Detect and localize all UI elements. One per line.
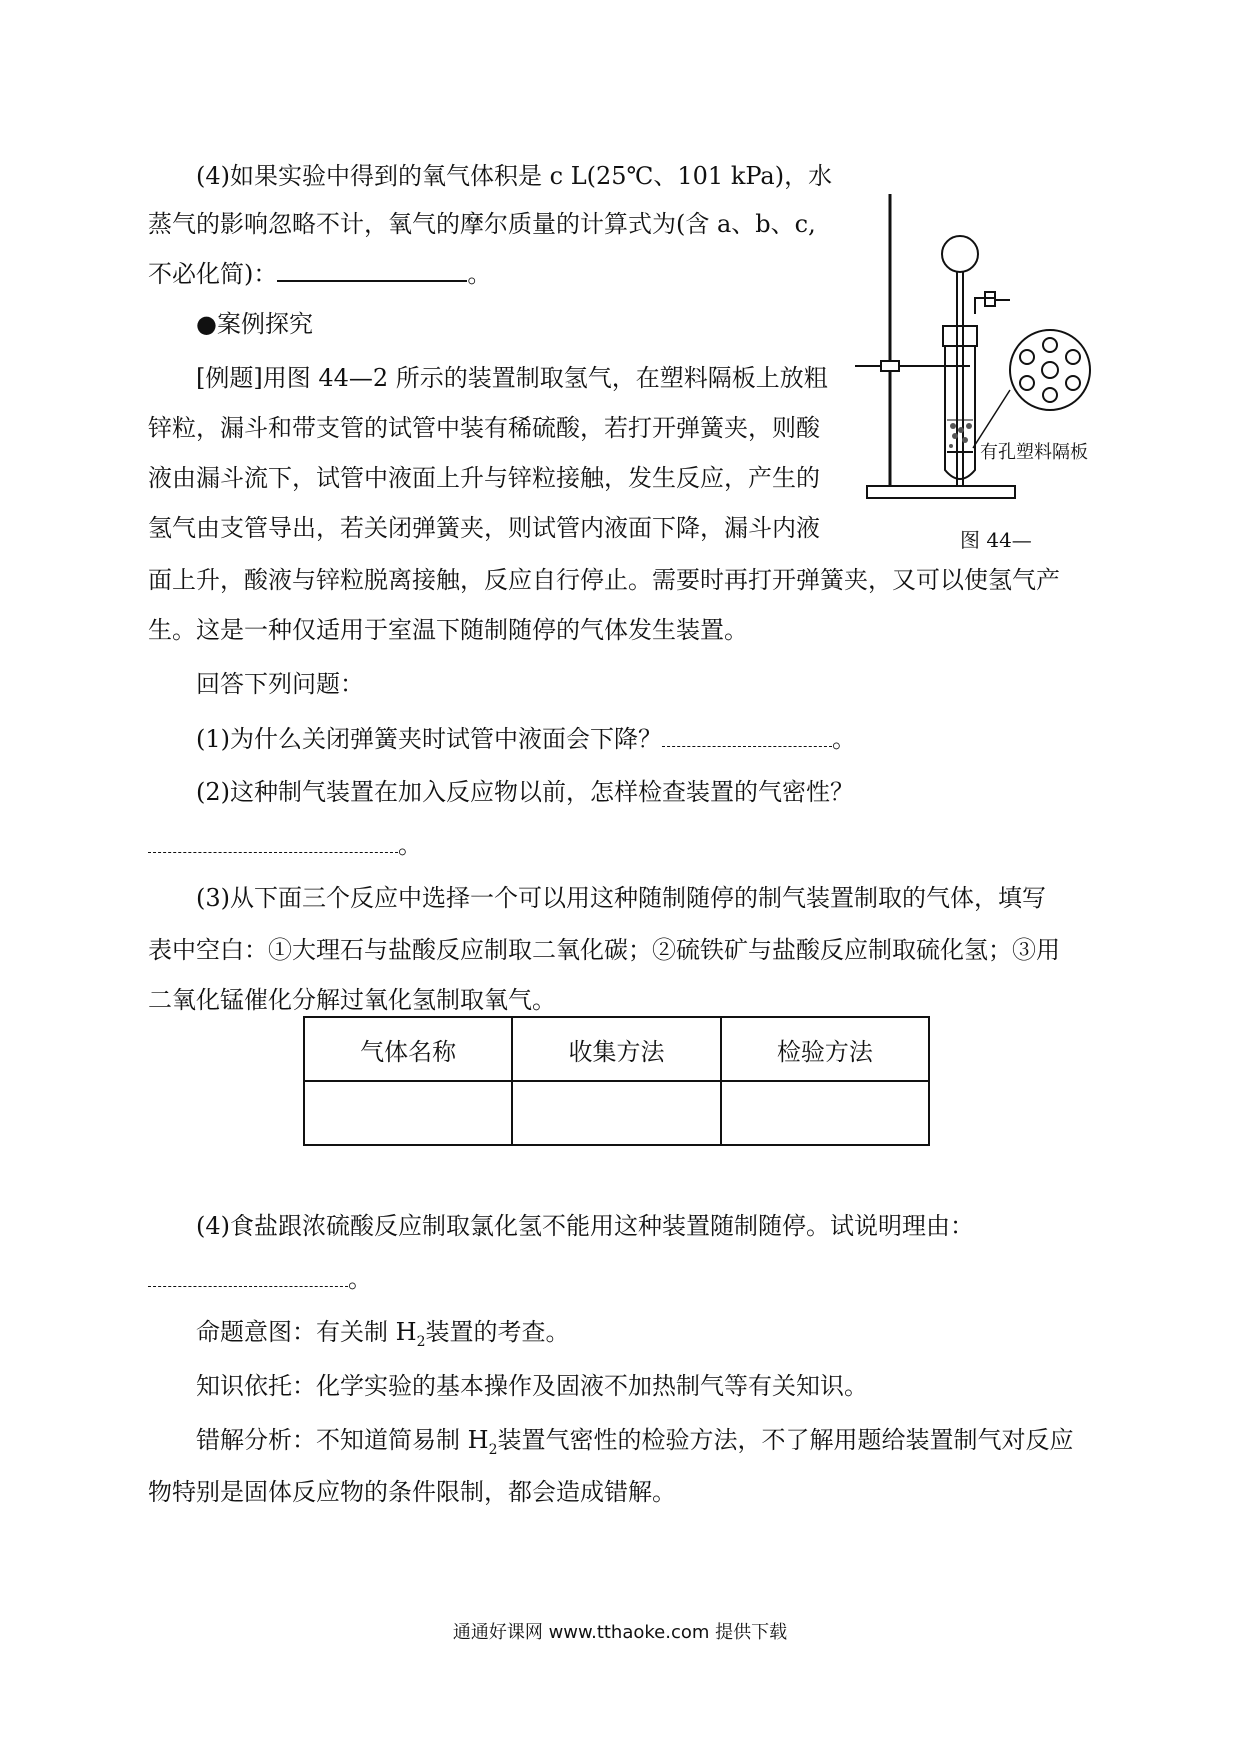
- answer-blank[interactable]: [148, 1262, 348, 1287]
- table-header-test: 检验方法: [721, 1017, 929, 1081]
- q3-line3: 二氧化锰催化分解过氧化氢制取氧气。: [148, 986, 556, 1014]
- figure-caption: 图 44—: [960, 528, 1032, 552]
- answer-prompt: 回答下列问题：: [196, 670, 364, 698]
- answer-blank[interactable]: [148, 828, 398, 853]
- figure-label: 有孔塑料隔板: [980, 442, 1088, 463]
- table-cell-test[interactable]: [721, 1081, 929, 1145]
- footer: 通通好课网 www.tthaoke.com 提供下载: [452, 1622, 788, 1643]
- q2-end: 。: [398, 831, 422, 859]
- q1-text: (1)为什么关闭弹簧夹时试管中液面会下降？: [196, 725, 662, 753]
- example-line5: 面上升，酸液与锌粒脱离接触，反应自行停止。需要时再打开弹簧夹，又可以使氢气产: [148, 566, 1060, 594]
- table-header-collection: 收集方法: [512, 1017, 720, 1081]
- q4-text: (4)食盐跟浓硫酸反应制取氯化氢不能用这种装置随制随停。试说明理由：: [196, 1212, 974, 1240]
- example-line4: 氢气由支管导出，若关闭弹簧夹，则试管内液面下降，漏斗内液: [148, 514, 820, 542]
- example-line2: 锌粒，漏斗和带支管的试管中装有稀硫酸，若打开弹簧夹，则酸: [148, 414, 820, 442]
- knowledge-line: 知识依托：化学实验的基本操作及固液不加热制气等有关知识。: [196, 1372, 868, 1400]
- q4-oxygen-line3-end: 。: [467, 260, 492, 288]
- q4-oxygen-line2: 蒸气的影响忽略不计，氧气的摩尔质量的计算式为(含 a、b、c,: [148, 210, 816, 238]
- q1-line: [196, 722, 856, 755]
- table-cell-gas-name[interactable]: [304, 1081, 512, 1145]
- example-line6: 生。这是一种仅适用于室温下随制随停的气体发生装置。: [148, 616, 748, 644]
- table-row: [304, 1081, 929, 1145]
- q4-oxygen-line3-text: 不必化简)：: [148, 260, 278, 288]
- error-line2: 物特别是固体反应物的条件限制，都会造成错解。: [148, 1478, 676, 1506]
- q4-end: 。: [348, 1265, 372, 1293]
- intent-line: [196, 1316, 569, 1358]
- table-header-row: [304, 1017, 929, 1081]
- intent-prefix: 命题意图：有关制 H: [196, 1318, 417, 1346]
- q1-end: 。: [832, 725, 856, 753]
- example-line3: 液由漏斗流下，试管中液面上升与锌粒接触，发生反应，产生的: [148, 464, 820, 492]
- error-sub: 2: [488, 1441, 498, 1458]
- example-line1: [例题]用图 44—2 所示的装置制取氢气，在塑料隔板上放粗: [196, 364, 828, 392]
- table-cell-collection[interactable]: [512, 1081, 720, 1145]
- q2-text: (2)这种制气装置在加入反应物以前，怎样检查装置的气密性？: [196, 778, 854, 806]
- error-prefix: 错解分析：不知道简易制 H: [196, 1426, 489, 1454]
- q4-oxygen-line1: (4)如果实验中得到的氧气体积是 c L(25℃、101 kPa)，水: [196, 162, 833, 190]
- gas-table: [303, 1016, 930, 1146]
- table-header-gas-name: 气体名称: [304, 1017, 512, 1081]
- apparatus-figure: [845, 190, 1145, 550]
- q4-oxygen-line3: [148, 256, 491, 290]
- q3-line1: (3)从下面三个反应中选择一个可以用这种随制随停的制气装置制取的气体，填写: [196, 884, 1046, 912]
- answer-blank[interactable]: [277, 256, 467, 282]
- q3-line2: 表中空白：①大理石与盐酸反应制取二氧化碳；②硫铁矿与盐酸反应制取硫化氢；③用: [148, 936, 1060, 964]
- q2-answer-line: [148, 828, 422, 861]
- answer-blank[interactable]: [662, 722, 832, 747]
- intent-sub: 2: [416, 1333, 426, 1350]
- q4-answer-line: [148, 1262, 372, 1295]
- error-line1: [196, 1424, 1073, 1466]
- case-heading: ●案例探究: [196, 310, 313, 338]
- error-suffix: 装置气密性的检验方法，不了解用题给装置制气对反应: [497, 1426, 1074, 1454]
- intent-suffix: 装置的考查。: [425, 1318, 570, 1346]
